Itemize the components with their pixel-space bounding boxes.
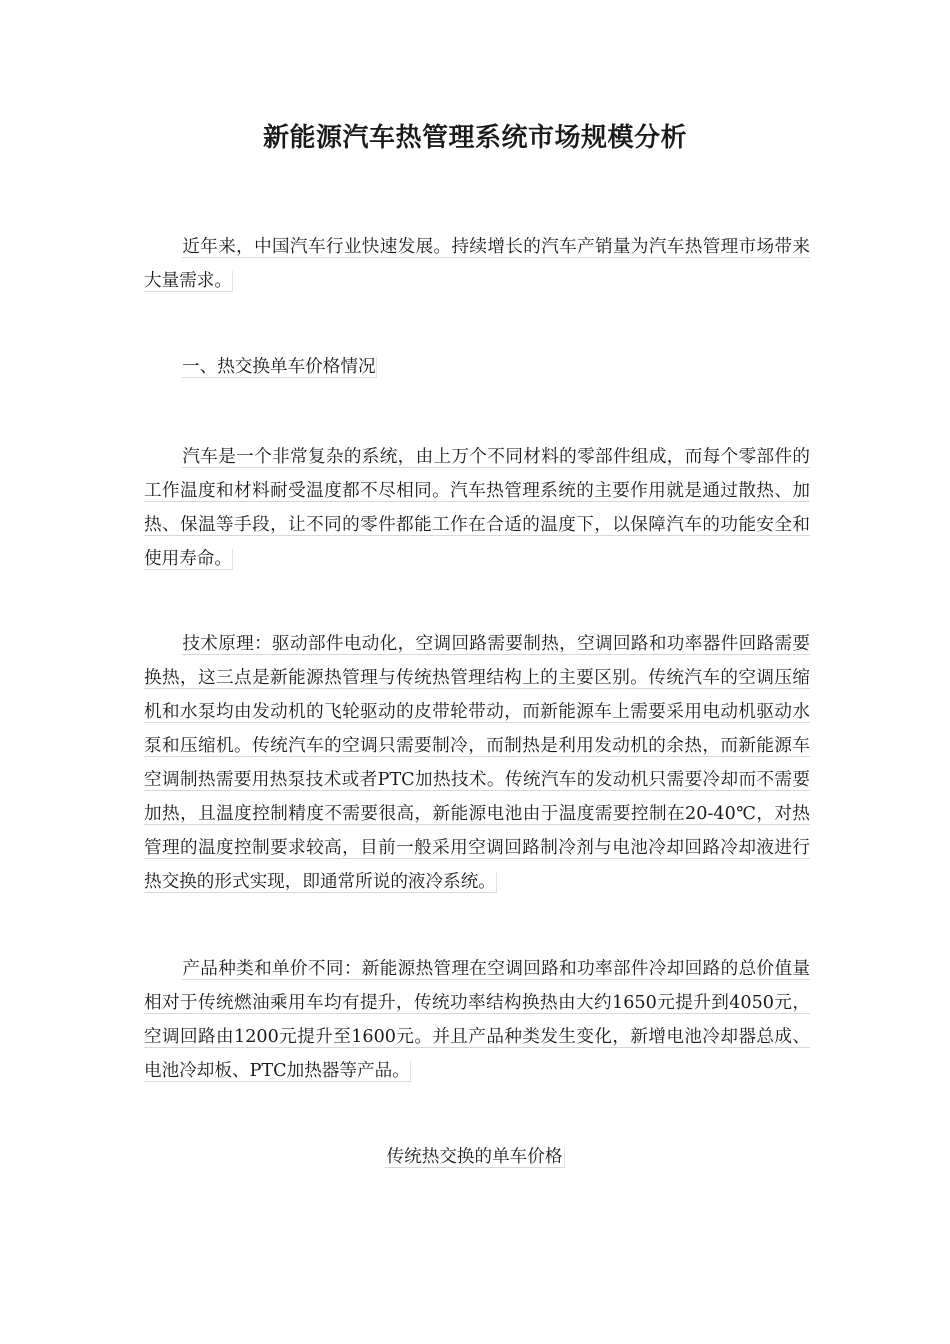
paragraph-intro [144,230,810,298]
section-heading-text: 一、热交换单车价格情况 [182,357,376,377]
figure-caption [0,1141,950,1173]
paragraph-text: 技术原理：驱动部件电动化，空调回路需要制热，空调回路和功率器件回路需要换热，这三点是新能源热管理与传统热管理结构上的主要区别。传统汽车的空调压缩机和水泵均由发动机的飞轮驱动的皮带轮带动，而新能源车上需要采用电动机驱动水泵和压缩机。传统汽车的空调只需要制冷，而制热是利用发动机的余热，而新能源车空调制热需要用热泵技术或者PTC加热技术。传统汽车的发动机只需要冷却而不需要加热，且温度控制精度不需要很高，新能源电池由于温度需要控制在20-40℃，对热管理的温度控制要求较高，目前一般采用空调回路制冷剂与电池冷却回路冷却液进行热交换的形式实现，即通常所说的液冷系统。 [144,634,810,892]
section-heading [144,350,810,384]
document-title: 新能源汽车热管理系统市场规模分析 [262,123,687,153]
paragraph-text: 近年来，中国汽车行业快速发展。持续增长的汽车产销量为汽车热管理市场带来大量需求。 [144,237,810,291]
paragraph-text: 汽车是一个非常复杂的系统，由上万个不同材料的零部件组成，而每个零部件的工作温度和材料耐受温度都不尽相同。汽车热管理系统的主要作用就是通过散热、加热、保温等手段，让不同的零件都能工作在合适的温度下，以保障汽车的功能安全和使用寿命。 [144,447,810,569]
paragraph-technical-principle [144,627,810,899]
paragraph-product-price [144,952,810,1088]
figure-caption-text: 传统热交换的单车价格 [385,1147,566,1168]
paragraph-text: 产品种类和单价不同：新能源热管理在空调回路和功率部件冷却回路的总价值量相对于传统燃油乘用车均有提升，传统功率结构换热由大约1650元提升到4050元，空调回路由1200元提升至1600元。并且产品种类发生变化，新增电池冷却器总成、电池冷却板、PTC加热器等产品。 [144,959,810,1081]
paragraph-system-role [144,440,810,576]
